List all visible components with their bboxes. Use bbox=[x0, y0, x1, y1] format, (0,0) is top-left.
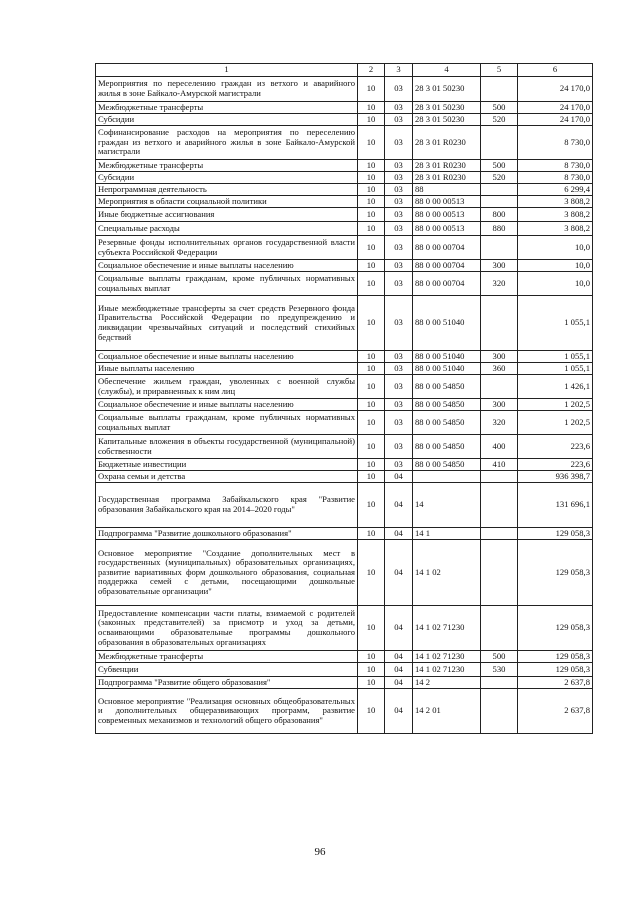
row-subsection: 04 bbox=[385, 663, 413, 677]
row-subsection: 03 bbox=[385, 435, 413, 459]
row-subsection: 04 bbox=[385, 677, 413, 689]
row-section: 10 bbox=[358, 196, 385, 208]
row-amount: 10,0 bbox=[518, 260, 593, 272]
row-target-article: 88 0 00 00704 bbox=[413, 260, 481, 272]
row-subsection: 03 bbox=[385, 411, 413, 435]
row-amount: 1 202,5 bbox=[518, 399, 593, 411]
row-expense-type bbox=[481, 689, 518, 734]
row-target-article: 28 3 01 R0230 bbox=[413, 172, 481, 184]
row-target-article: 88 0 00 00704 bbox=[413, 272, 481, 296]
row-subsection: 04 bbox=[385, 689, 413, 734]
row-section: 10 bbox=[358, 172, 385, 184]
page-number: 96 bbox=[314, 846, 326, 858]
row-expense-type bbox=[481, 126, 518, 160]
row-subsection: 03 bbox=[385, 260, 413, 272]
col-header-target-article: 4 bbox=[413, 64, 481, 77]
row-subsection: 04 bbox=[385, 651, 413, 663]
table-row bbox=[96, 471, 593, 483]
row-name: Предоставление компенсации части платы, взимаемой с родителей (законных представителей) за присмотр и уход за детьми, осваивающими образовательные программы дошкольного образования в образовательных организациях bbox=[96, 606, 358, 651]
row-section: 10 bbox=[358, 260, 385, 272]
row-subsection: 04 bbox=[385, 540, 413, 606]
row-target-article: 14 2 01 bbox=[413, 689, 481, 734]
row-expense-type bbox=[481, 184, 518, 196]
row-name: Иные бюджетные ассигнования bbox=[96, 208, 358, 222]
row-subsection: 03 bbox=[385, 196, 413, 208]
table-row bbox=[96, 272, 593, 296]
row-amount: 223,6 bbox=[518, 435, 593, 459]
row-expense-type bbox=[481, 483, 518, 528]
row-amount: 1 055,1 bbox=[518, 363, 593, 375]
row-name: Бюджетные инвестиции bbox=[96, 459, 358, 471]
row-amount: 223,6 bbox=[518, 459, 593, 471]
row-amount: 129 058,3 bbox=[518, 606, 593, 651]
table-row bbox=[96, 102, 593, 114]
row-section: 10 bbox=[358, 208, 385, 222]
row-amount: 2 637,8 bbox=[518, 677, 593, 689]
row-amount: 8 730,0 bbox=[518, 160, 593, 172]
row-section: 10 bbox=[358, 435, 385, 459]
row-target-article: 28 3 01 50230 bbox=[413, 114, 481, 126]
row-expense-type: 500 bbox=[481, 102, 518, 114]
row-amount: 3 808,2 bbox=[518, 208, 593, 222]
row-target-article: 88 0 00 51040 bbox=[413, 351, 481, 363]
row-expense-type bbox=[481, 236, 518, 260]
row-section: 10 bbox=[358, 272, 385, 296]
table-row bbox=[96, 260, 593, 272]
row-expense-type bbox=[481, 196, 518, 208]
col-header-subsection: 3 bbox=[385, 64, 413, 77]
row-name: Социальные выплаты гражданам, кроме публичных нормативных социальных выплат bbox=[96, 411, 358, 435]
row-expense-type: 320 bbox=[481, 411, 518, 435]
row-amount: 1 426,1 bbox=[518, 375, 593, 399]
row-name: Мероприятия по переселению граждан из ветхого и аварийного жилья в зоне Байкало-Амурской магистрали bbox=[96, 77, 358, 102]
row-name: Социальное обеспечение и иные выплаты населению bbox=[96, 399, 358, 411]
table-row bbox=[96, 663, 593, 677]
row-expense-type: 800 bbox=[481, 208, 518, 222]
row-target-article: 14 1 02 71230 bbox=[413, 606, 481, 651]
row-name: Основное мероприятие "Создание дополнительных мест в государственных (муниципальных) образовательных организациях, развитие вариативных форм дошкольного образования, социальная поддержка семей с детьми, посещающими дошкольные образовательные организации" bbox=[96, 540, 358, 606]
row-section: 10 bbox=[358, 459, 385, 471]
row-subsection: 03 bbox=[385, 160, 413, 172]
row-section: 10 bbox=[358, 606, 385, 651]
table-row bbox=[96, 208, 593, 222]
row-subsection: 04 bbox=[385, 528, 413, 540]
row-target-article: 14 1 02 71230 bbox=[413, 663, 481, 677]
row-section: 10 bbox=[358, 689, 385, 734]
row-amount: 129 058,3 bbox=[518, 528, 593, 540]
row-target-article: 28 3 01 R0230 bbox=[413, 160, 481, 172]
row-section: 10 bbox=[358, 126, 385, 160]
row-expense-type: 520 bbox=[481, 172, 518, 184]
row-expense-type: 500 bbox=[481, 651, 518, 663]
row-section: 10 bbox=[358, 411, 385, 435]
row-section: 10 bbox=[358, 77, 385, 102]
row-section: 10 bbox=[358, 222, 385, 236]
row-subsection: 03 bbox=[385, 272, 413, 296]
table-row bbox=[96, 172, 593, 184]
table-row bbox=[96, 114, 593, 126]
col-header-amount: 6 bbox=[518, 64, 593, 77]
table-body bbox=[96, 77, 593, 734]
row-expense-type: 410 bbox=[481, 459, 518, 471]
row-expense-type bbox=[481, 77, 518, 102]
row-amount: 10,0 bbox=[518, 236, 593, 260]
row-amount: 6 299,4 bbox=[518, 184, 593, 196]
row-section: 10 bbox=[358, 483, 385, 528]
row-target-article: 88 0 00 54850 bbox=[413, 435, 481, 459]
row-subsection: 03 bbox=[385, 375, 413, 399]
row-name: Социальные выплаты гражданам, кроме публичных нормативных социальных выплат bbox=[96, 272, 358, 296]
row-subsection: 03 bbox=[385, 236, 413, 260]
row-subsection: 03 bbox=[385, 399, 413, 411]
row-expense-type bbox=[481, 606, 518, 651]
row-amount: 24 170,0 bbox=[518, 102, 593, 114]
row-target-article: 28 3 01 R0230 bbox=[413, 126, 481, 160]
row-expense-type: 520 bbox=[481, 114, 518, 126]
row-amount: 2 637,8 bbox=[518, 689, 593, 734]
table-row bbox=[96, 375, 593, 399]
row-expense-type: 300 bbox=[481, 351, 518, 363]
row-target-article: 88 0 00 54850 bbox=[413, 459, 481, 471]
row-subsection: 03 bbox=[385, 102, 413, 114]
row-subsection: 03 bbox=[385, 126, 413, 160]
row-subsection: 04 bbox=[385, 471, 413, 483]
row-name: Иные выплаты населению bbox=[96, 363, 358, 375]
row-subsection: 03 bbox=[385, 77, 413, 102]
row-amount: 129 058,3 bbox=[518, 663, 593, 677]
row-expense-type: 300 bbox=[481, 260, 518, 272]
table-row bbox=[96, 689, 593, 734]
row-amount: 1 202,5 bbox=[518, 411, 593, 435]
table-row bbox=[96, 651, 593, 663]
table-row bbox=[96, 160, 593, 172]
table-row bbox=[96, 363, 593, 375]
row-amount: 3 808,2 bbox=[518, 222, 593, 236]
row-amount: 24 170,0 bbox=[518, 77, 593, 102]
row-target-article bbox=[413, 471, 481, 483]
table-row bbox=[96, 296, 593, 351]
row-section: 10 bbox=[358, 102, 385, 114]
table-row bbox=[96, 126, 593, 160]
row-subsection: 04 bbox=[385, 606, 413, 651]
table-row bbox=[96, 606, 593, 651]
row-name: Подпрограмма "Развитие дошкольного образования" bbox=[96, 528, 358, 540]
row-expense-type bbox=[481, 296, 518, 351]
row-name: Охрана семьи и детства bbox=[96, 471, 358, 483]
row-subsection: 03 bbox=[385, 459, 413, 471]
row-amount: 1 055,1 bbox=[518, 296, 593, 351]
row-target-article: 88 0 00 54850 bbox=[413, 375, 481, 399]
row-name: Субсидии bbox=[96, 114, 358, 126]
row-name: Специальные расходы bbox=[96, 222, 358, 236]
row-section: 10 bbox=[358, 528, 385, 540]
row-subsection: 03 bbox=[385, 222, 413, 236]
row-target-article: 88 0 00 00513 bbox=[413, 208, 481, 222]
row-target-article: 28 3 01 50230 bbox=[413, 77, 481, 102]
row-name: Резервные фонды исполнительных органов государственной власти субъекта Российской Федерации bbox=[96, 236, 358, 260]
table-row bbox=[96, 236, 593, 260]
row-subsection: 04 bbox=[385, 483, 413, 528]
row-name: Социальное обеспечение и иные выплаты населению bbox=[96, 351, 358, 363]
row-name: Межбюджетные трансферты bbox=[96, 651, 358, 663]
row-section: 10 bbox=[358, 160, 385, 172]
row-expense-type bbox=[481, 375, 518, 399]
row-expense-type: 300 bbox=[481, 399, 518, 411]
row-target-article: 88 0 00 51040 bbox=[413, 296, 481, 351]
row-name: Межбюджетные трансферты bbox=[96, 102, 358, 114]
row-target-article: 14 2 bbox=[413, 677, 481, 689]
row-target-article: 14 1 bbox=[413, 528, 481, 540]
table-header-row bbox=[96, 64, 593, 77]
table-row bbox=[96, 184, 593, 196]
table-row bbox=[96, 483, 593, 528]
col-header-section: 2 bbox=[358, 64, 385, 77]
row-amount: 24 170,0 bbox=[518, 114, 593, 126]
table-row bbox=[96, 399, 593, 411]
row-subsection: 03 bbox=[385, 172, 413, 184]
row-section: 10 bbox=[358, 375, 385, 399]
row-amount: 3 808,2 bbox=[518, 196, 593, 208]
budget-table bbox=[95, 63, 593, 734]
row-amount: 129 058,3 bbox=[518, 651, 593, 663]
row-expense-type bbox=[481, 677, 518, 689]
row-subsection: 03 bbox=[385, 351, 413, 363]
row-expense-type: 320 bbox=[481, 272, 518, 296]
table-row bbox=[96, 196, 593, 208]
row-target-article: 14 1 02 bbox=[413, 540, 481, 606]
row-name: Основное мероприятие "Реализация основных общеобразовательных и дополнительных общеразвивающих программ, развитие современных механизмов и технологий общего образования" bbox=[96, 689, 358, 734]
row-amount: 8 730,0 bbox=[518, 126, 593, 160]
col-header-expense-type: 5 bbox=[481, 64, 518, 77]
row-amount: 8 730,0 bbox=[518, 172, 593, 184]
table-row bbox=[96, 540, 593, 606]
row-name: Государственная программа Забайкальского края "Развитие образования Забайкальского края на 2014–2020 годы" bbox=[96, 483, 358, 528]
row-section: 10 bbox=[358, 471, 385, 483]
row-section: 10 bbox=[358, 184, 385, 196]
row-section: 10 bbox=[358, 363, 385, 375]
row-name: Мероприятия в области социальной политики bbox=[96, 196, 358, 208]
table-row bbox=[96, 222, 593, 236]
row-section: 10 bbox=[358, 114, 385, 126]
row-expense-type: 530 bbox=[481, 663, 518, 677]
row-amount: 129 058,3 bbox=[518, 540, 593, 606]
row-subsection: 03 bbox=[385, 208, 413, 222]
row-name: Непрограммная деятельность bbox=[96, 184, 358, 196]
table-row bbox=[96, 411, 593, 435]
row-amount: 936 398,7 bbox=[518, 471, 593, 483]
row-target-article: 88 bbox=[413, 184, 481, 196]
row-subsection: 03 bbox=[385, 184, 413, 196]
row-amount: 131 696,1 bbox=[518, 483, 593, 528]
table-row bbox=[96, 351, 593, 363]
row-name: Обеспечение жильем граждан, уволенных с военной службы (службы), и приравненных к ним лиц bbox=[96, 375, 358, 399]
row-target-article: 28 3 01 50230 bbox=[413, 102, 481, 114]
row-expense-type: 500 bbox=[481, 160, 518, 172]
row-amount: 10,0 bbox=[518, 272, 593, 296]
row-target-article: 14 bbox=[413, 483, 481, 528]
row-target-article: 88 0 00 54850 bbox=[413, 411, 481, 435]
row-target-article: 88 0 00 51040 bbox=[413, 363, 481, 375]
row-subsection: 03 bbox=[385, 114, 413, 126]
row-name: Иные межбюджетные трансферты за счет средств Резервного фонда Правительства Российской Федерации по предупреждению и ликвидации чрезвычайных ситуаций и последствий стихийных бедствий bbox=[96, 296, 358, 351]
row-name: Субвенции bbox=[96, 663, 358, 677]
table-row bbox=[96, 435, 593, 459]
row-expense-type: 880 bbox=[481, 222, 518, 236]
row-expense-type bbox=[481, 540, 518, 606]
row-section: 10 bbox=[358, 399, 385, 411]
row-section: 10 bbox=[358, 651, 385, 663]
row-expense-type bbox=[481, 528, 518, 540]
row-section: 10 bbox=[358, 663, 385, 677]
row-target-article: 88 0 00 54850 bbox=[413, 399, 481, 411]
row-subsection: 03 bbox=[385, 296, 413, 351]
row-target-article: 88 0 00 00513 bbox=[413, 222, 481, 236]
row-name: Субсидии bbox=[96, 172, 358, 184]
row-section: 10 bbox=[358, 351, 385, 363]
row-target-article: 14 1 02 71230 bbox=[413, 651, 481, 663]
row-name: Софинансирование расходов на мероприятия по переселению граждан из ветхого и аварийного жилья в зоне Байкало-Амурской магистрали bbox=[96, 126, 358, 160]
row-expense-type: 400 bbox=[481, 435, 518, 459]
row-name: Подпрограмма "Развитие общего образования" bbox=[96, 677, 358, 689]
row-expense-type bbox=[481, 471, 518, 483]
row-section: 10 bbox=[358, 677, 385, 689]
row-name: Социальное обеспечение и иные выплаты населению bbox=[96, 260, 358, 272]
row-section: 10 bbox=[358, 296, 385, 351]
row-name: Капитальные вложения в объекты государственной (муниципальной) собственности bbox=[96, 435, 358, 459]
row-subsection: 03 bbox=[385, 363, 413, 375]
row-target-article: 88 0 00 00704 bbox=[413, 236, 481, 260]
table-row bbox=[96, 459, 593, 471]
row-name: Межбюджетные трансферты bbox=[96, 160, 358, 172]
table-row bbox=[96, 528, 593, 540]
col-header-name: 1 bbox=[96, 64, 358, 77]
table-row bbox=[96, 677, 593, 689]
row-section: 10 bbox=[358, 540, 385, 606]
table-row bbox=[96, 77, 593, 102]
row-expense-type: 360 bbox=[481, 363, 518, 375]
row-target-article: 88 0 00 00513 bbox=[413, 196, 481, 208]
row-amount: 1 055,1 bbox=[518, 351, 593, 363]
row-section: 10 bbox=[358, 236, 385, 260]
